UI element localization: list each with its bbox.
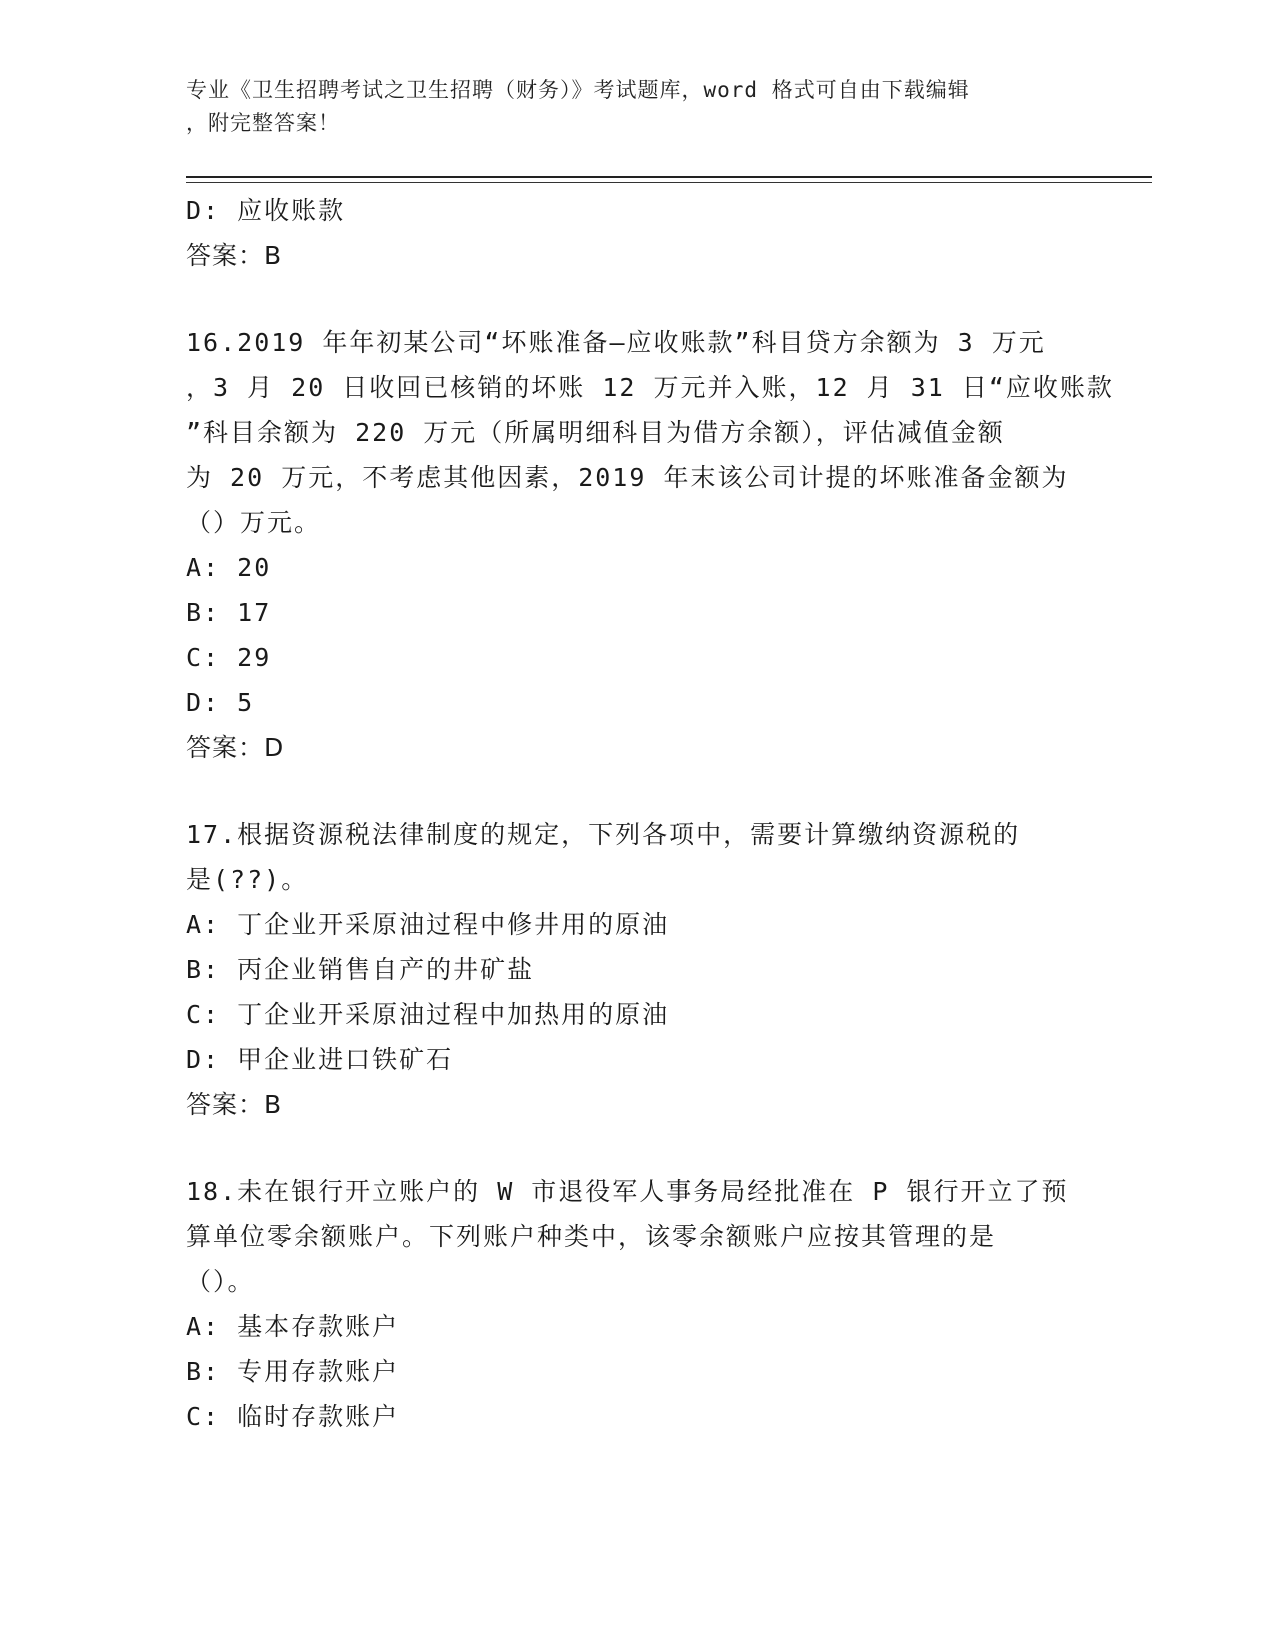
header-line-1: 专业《卫生招聘考试之卫生招聘（财务）》考试题库，word 格式可自由下载编辑 [186, 78, 970, 102]
q18-text-line-3: （）。 [186, 1267, 255, 1296]
q16-option-a: A: 20 [186, 553, 272, 582]
question-content [186, 188, 1114, 1439]
q18-text-line-2: 算单位零余额账户。下列账户种类中，该零余额账户应按其管理的是 [186, 1222, 997, 1251]
q16-text-line-1: 16.2019 年年初某公司“坏账准备—应收账款”科目贷方余额为 3 万元 [186, 328, 1046, 357]
header-divider-thick [186, 176, 1152, 178]
q18-text-line-1: 18.未在银行开立账户的 W 市退役军人事务局经批准在 P 银行开立了预 [186, 1177, 1069, 1206]
q16-option-c: C: 29 [186, 643, 272, 672]
question-16 [186, 320, 1114, 770]
prev-answer: 答案：B [186, 241, 283, 270]
q17-text-line-2: 是(??)。 [186, 865, 309, 894]
q18-option-b: B: 专用存款账户 [186, 1357, 400, 1386]
q16-text-line-5: （）万元。 [186, 508, 322, 537]
q16-text-line-4: 为 20 万元，不考虑其他因素，2019 年末该公司计提的坏账准备金额为 [186, 463, 1069, 492]
q18-option-a: A: 基本存款账户 [186, 1312, 400, 1341]
spacer [186, 1127, 1086, 1169]
header-line-2: ，附完整答案！ [186, 111, 340, 135]
question-18 [186, 1169, 1086, 1439]
q17-option-d: D: 甲企业进口铁矿石 [186, 1045, 454, 1074]
spacer [186, 770, 1086, 812]
q17-text-line-1: 17.根据资源税法律制度的规定，下列各项中，需要计算缴纳资源税的 [186, 820, 1021, 849]
q17-option-a: A: 丁企业开采原油过程中修井用的原油 [186, 910, 670, 939]
q16-text-line-2: ，3 月 20 日收回已核销的坏账 12 万元并入账，12 月 31 日“应收账款 [186, 373, 1114, 402]
q18-option-c: C: 临时存款账户 [186, 1402, 400, 1431]
prev-option-d: D: 应收账款 [186, 196, 346, 225]
q16-text-line-3: ”科目余额为 220 万元（所属明细科目为借方余额），评估减值金额 [186, 418, 1005, 447]
header-divider-thin [186, 182, 1152, 183]
page-header [186, 74, 1076, 140]
q17-option-b: B: 丙企业销售自产的井矿盐 [186, 955, 535, 984]
q16-option-b: B: 17 [186, 598, 272, 627]
question-17 [186, 812, 1086, 1127]
q17-answer: 答案：B [186, 1090, 283, 1119]
q16-answer: 答案：D [186, 733, 285, 762]
spacer [186, 278, 1086, 320]
q17-option-c: C: 丁企业开采原油过程中加热用的原油 [186, 1000, 670, 1029]
q16-option-d: D: 5 [186, 688, 255, 717]
